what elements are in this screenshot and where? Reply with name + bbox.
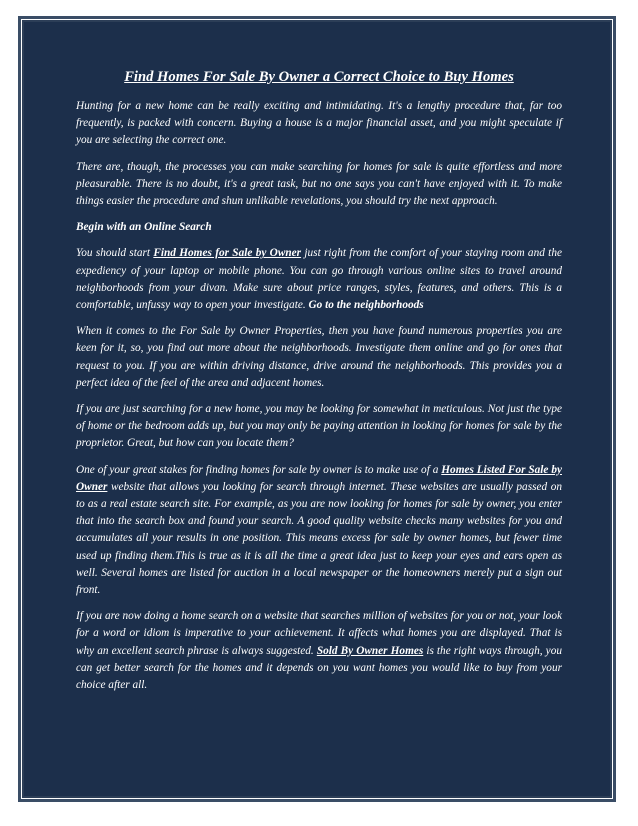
find-homes-for-sale-by-owner-link[interactable]: Find Homes for Sale by Owner [153, 247, 302, 260]
paragraph-intro: Hunting for a new home can be really exciting and intimidating. It's a lengthy procedure that, far too frequently, is packed with concern. Buying a house is a major financial asset, and you might speculate if you are selecting the correct one. [76, 100, 562, 147]
paragraph-online-search [76, 245, 562, 314]
paragraph-processes: There are, though, the processes you can make searching for homes for sale is quite effortless and more pleasurable. There is no doubt, it's a great task, but no one says you can't have enjoyed with it. To make things easier the procedure and shun unlikable revelations, you should try the next approach. [76, 160, 562, 208]
paragraph-text: You should start [76, 247, 154, 260]
paragraph-text: One of your great stakes for finding homes for sale by owner is to make use of a [76, 463, 442, 476]
paragraph-text: website that allows you looking for search through internet. These websites are usually passed on to as a real estate search site. For example, as you are now looking for homes for sale by owner, you enter that into the search box and found your search. A good quality website checks many websites for you and accumulates all your results in one position. This means excess for sale by owner homes, but fewer time used up finding them.This is true as it is all the time a great idea just to keep your eyes and ears open as well. Several homes are listed for auction in a local newspaper or the homeowners merely put a sign out front. [76, 480, 562, 597]
paragraph-stakes [76, 462, 562, 600]
paragraph-locate: If you are just searching for a new home, you may be looking for somewhat in meticulous. Not just the type of home or the bedroom adds up, but you may only be paying attention in looking for homes for sale by the proprietor. Great, but how can you locate them? [76, 403, 562, 450]
heading-neighborhoods: Go to the neighborhoods [308, 299, 424, 312]
sold-by-owner-homes-link[interactable]: Sold By Owner Homes [316, 644, 424, 657]
document-title: Find Homes For Sale By Owner a Correct Choice to Buy Homes [124, 69, 514, 85]
homes-listed-for-sale-by-owner-link[interactable]: Homes Listed For Sale by Owner [76, 463, 562, 493]
paragraph-text: just right from the comfort of your staying room and the expediency of your laptop or mobile phone. You can go through various online sites to travel around neighborhoods from your divan. Make sure about price ranges, styles, features, and others. This is a comfortable, unfussy way to open your investigate. [76, 247, 562, 312]
paragraph-text: If you are now doing a home search on a website that searches million of websites for you or not, your look for a word or idiom is imperative to your achievement. It affects what homes you are displayed. That is why an excellent search phrase is always suggested. [76, 610, 562, 657]
paragraph-text: is the right ways through, you can get better search for the homes and it depends on you want homes you would like to buy from your choice after all. [76, 644, 562, 692]
document-body [76, 68, 562, 703]
heading-online-search: Begin with an Online Search [76, 221, 212, 234]
paragraph-search-phrase [76, 608, 562, 694]
paragraph-neighborhoods: When it comes to the For Sale by Owner Properties, then you have found numerous properties you are keen for it, so, you find out more about the neighborhoods. Investigate them online and go for ones that request to you. If you are within driving distance, drive around the neighborhoods. This provides you a perfect idea of the feel of the area and adjacent homes. [76, 325, 562, 389]
